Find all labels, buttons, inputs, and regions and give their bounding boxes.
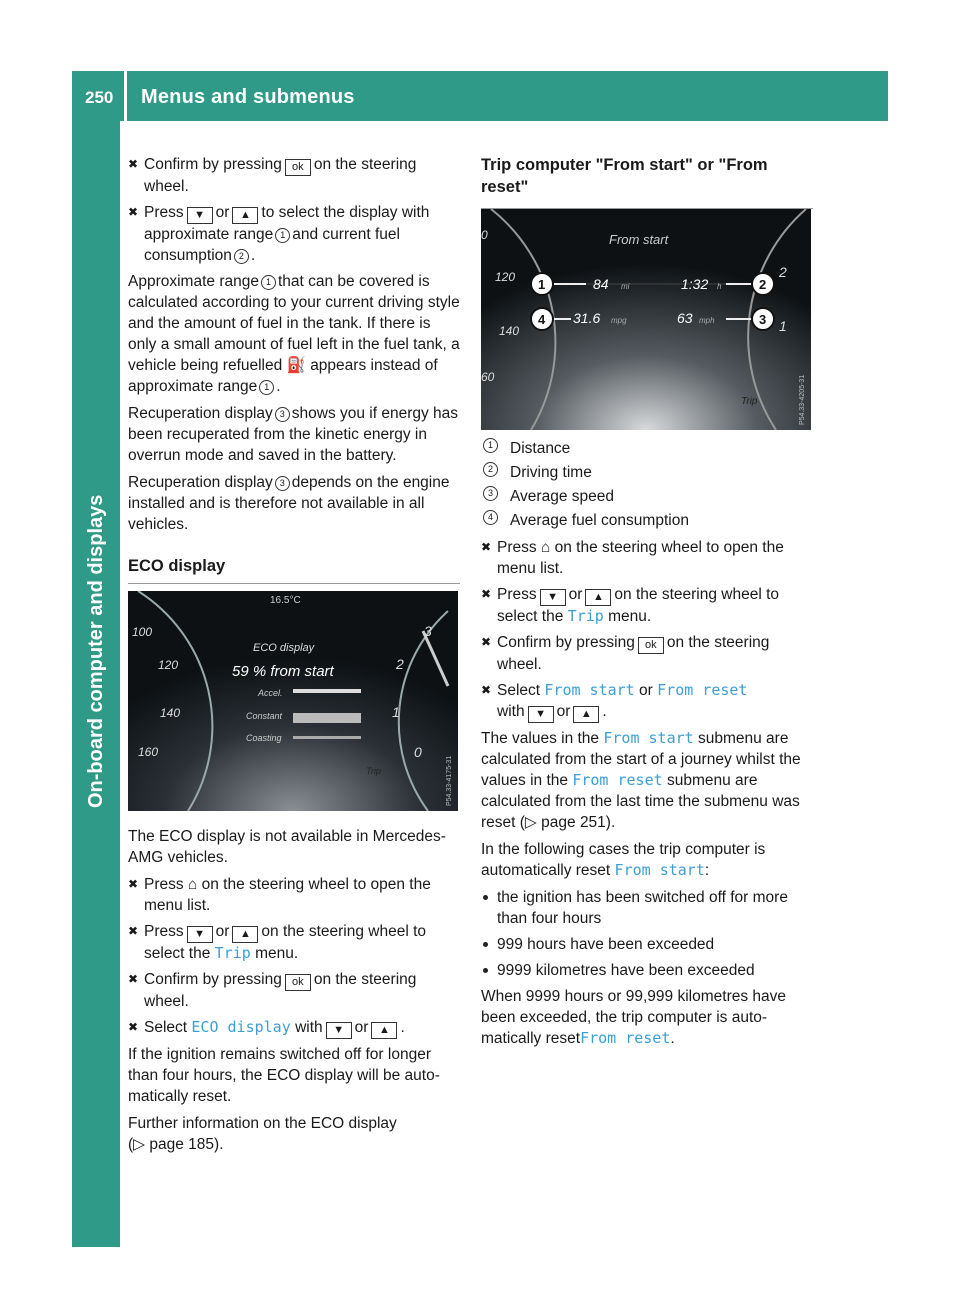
step-arrow-icon: ✖ [128,924,139,938]
distance-unit: mi [621,282,630,291]
fuel-pump-icon: ⛽ [286,357,306,374]
time-unit: h [717,282,722,291]
text: . [276,378,281,395]
speed-tick: 100 [132,625,153,639]
step-arrow-icon: ✖ [128,157,139,171]
up-key: ▲ [232,207,258,224]
menu-code: From reset [580,1029,671,1047]
side-tab-label: On-board computer and displays [85,494,107,808]
step-text: menu. [255,945,299,962]
text: submenu are calculated from the last time the submenu was reset (▷ page 251). [481,772,800,831]
down-key: ▼ [326,1022,352,1039]
bullet-item [481,887,813,929]
caption-list [481,438,813,531]
step-arrow-icon: ✖ [481,683,492,697]
left-column [128,154,460,598]
text: When 9999 hours or 99,999 kilometres have been exceeded, the trip computer is auto-matically reset [481,988,787,1047]
paragraph [128,403,460,466]
trip-title: From start [609,232,669,247]
down-key: ▼ [528,706,554,723]
step-text: on the steering wheel. [144,971,417,1010]
step-text: on the steering wheel. [497,634,770,673]
trip-computer-graphic [481,209,811,430]
caption-item [481,462,813,483]
up-key: ▲ [232,926,258,943]
speed-tick: 140 [499,324,520,338]
step-text: and current fuel consumption [144,226,400,264]
down-key: ▼ [540,589,566,606]
eco-subtitle: 59 % from start [232,663,334,680]
rpm-tick: 1 [779,318,787,334]
speed-tick: 120 [158,658,179,672]
step-text: . [602,703,607,720]
text: depends on the engine installed and is therefore not available in all vehicles. [128,474,450,533]
step-text: or [639,682,653,699]
step-arrow-icon: ✖ [128,1020,139,1034]
rpm-tick: 2 [779,264,787,280]
step-text: Confirm by pressing [497,634,635,651]
text: . [670,1030,675,1047]
menu-code: Trip [567,607,604,625]
step-text: or [556,703,571,720]
text: Recuperation display [128,405,273,422]
step-text: Confirm by pressing [144,971,282,988]
step-text: with [295,1019,323,1036]
step-text: with [497,703,525,720]
speed-tick: 0 [481,228,488,242]
callout-marker: 3 [275,476,290,491]
callout-marker: 4 [538,312,546,327]
step-text: Press [144,876,184,893]
right-column-lower [481,438,813,1055]
callout-marker: 1 [259,380,274,395]
paragraph [128,271,460,397]
caption-text: Average speed [510,488,614,505]
instruction-step [481,584,813,627]
step-text: to select the display with approximate range [144,204,430,243]
text: Further information on the ECO display [128,1115,397,1132]
step-text: Press [497,539,537,556]
caption-item [481,438,813,459]
text: Approximate range [128,273,259,290]
callout-marker: 2 [234,249,249,264]
instruction-step [128,202,460,266]
fuel-unit: mpg [611,316,627,325]
menu-code: From reset [572,771,663,789]
time-value: 1:32 [681,276,709,292]
step-text: on the steering wheel. [144,156,417,195]
caption-item [481,510,813,531]
step-text: . [250,247,256,264]
text: The values in the [481,730,600,747]
menu-code: From start [603,729,694,747]
callout-marker: 3 [483,486,498,501]
paragraph [481,986,813,1049]
callout-marker: 3 [759,312,767,327]
ok-key: ok [285,974,311,991]
paragraph [128,1113,460,1155]
page-reference: (▷ page 185). [128,1136,224,1153]
section-heading: Trip computer "From start" or "From reset" [481,156,768,196]
caption-text: Average fuel consumption [510,512,689,529]
step-text: Press [144,923,184,940]
bullet-icon [483,895,488,900]
fuel-value: 31.6 [573,310,601,326]
down-key: ▼ [187,926,213,943]
step-text: . [400,1019,405,1036]
text: shows you if energy has been recuperated from the kinetic energy in overrun mode and saved in the battery. [128,405,459,464]
text: : [704,862,710,879]
speed-tick: 120 [495,270,516,284]
callout-marker: 3 [275,407,290,422]
instruction-step [128,921,460,964]
caption-item [481,486,813,507]
speed-tick: 160 [138,745,159,759]
bullet-text: the ignition has been switched off for more than four hours [497,889,788,927]
speed-tick: 140 [160,706,181,720]
step-text: Press [497,586,537,603]
speed-tick: 60 [481,370,495,384]
eco-row-label: Constant [246,711,283,721]
menu-code: From start [614,861,705,879]
text: In the following cases the trip computer is automatically reset [481,841,766,879]
text: Recuperation display [128,474,273,491]
eco-title: ECO display [253,642,315,654]
bullet-item [481,960,813,981]
instruction-step [128,874,460,916]
step-text: menu. [608,608,652,625]
paragraph [481,839,813,881]
left-column-lower [128,826,460,1161]
eco-row-label: Accel. [258,688,283,698]
callout-marker: 1 [261,275,276,290]
callout-marker: 1 [538,277,546,292]
callout-marker: 2 [483,462,498,477]
step-arrow-icon: ✖ [481,587,492,601]
home-icon: ⌂ [187,876,198,893]
up-key: ▲ [371,1022,397,1039]
callout-marker: 1 [483,438,498,453]
step-arrow-icon: ✖ [128,205,139,219]
section-heading: ECO display [128,557,226,575]
ok-key: ok [638,637,664,654]
speed-unit: mph [699,316,715,325]
instruction-step [128,1017,460,1039]
step-text: or [215,204,230,221]
header-separator [124,71,127,121]
text: submenu are calculated from the start of a journey whilst the values in the [481,730,801,789]
callout-marker: 1 [275,228,290,243]
step-arrow-icon: ✖ [481,635,492,649]
bullet-text: 999 hours have been exceeded [497,936,715,953]
instruction-step [128,154,460,197]
step-arrow-icon: ✖ [481,540,492,554]
rpm-tick: 2 [396,656,404,672]
trip-computer-image [481,209,811,430]
temperature-readout: 16.5°C [270,595,301,606]
instruction-step [481,632,813,675]
home-icon: ⌂ [540,539,551,556]
caption-text: Driving time [510,464,592,481]
step-text: Select [144,1019,188,1036]
down-key: ▼ [187,207,213,224]
speed-value: 63 [677,310,693,326]
image-code: P54.33-4175-31 [446,755,453,806]
menu-code: From start [544,681,635,699]
paragraph: If the ignition remains switched off for longer than four hours, the ECO display will be auto-matically reset. [128,1046,440,1105]
step-text: on the steering wheel to open the menu list. [497,539,784,577]
step-text: Press [144,204,184,221]
menu-code: From reset [657,681,748,699]
instruction-step [481,537,813,579]
step-text: Confirm by pressing [144,156,282,173]
menu-code: ECO display [191,1018,291,1036]
step-text: on the steering wheel to select the [144,923,427,962]
step-text: on the steering wheel to open the menu list. [144,876,431,914]
step-text: Select [497,682,541,699]
eco-display-graphic [128,591,458,811]
trip-label: Trip [741,396,758,407]
step-arrow-icon: ✖ [128,972,139,986]
instruction-step [481,680,813,723]
distance-value: 84 [593,276,609,292]
text: appears instead of approximate range [128,357,438,395]
ok-key: ok [285,159,311,176]
paragraph [128,472,460,535]
bullet-text: 9999 kilometres have been exceeded [497,962,755,979]
step-text: or [354,1019,369,1036]
eco-row-label: Coasting [246,733,282,743]
text: that can be covered is calculated according to your current driving style and the amount of fuel in the tank. If there is only a small amount of fuel left in the fuel tank, a vehicle being refuelled [128,273,460,374]
paragraph: The ECO display is not available in Mercedes-AMG vehicles. [128,828,446,866]
eco-display-image [128,591,458,811]
up-key: ▲ [585,589,611,606]
step-arrow-icon: ✖ [128,877,139,891]
up-key: ▲ [573,706,599,723]
divider [128,583,460,584]
menu-code: Trip [214,944,251,962]
bullet-icon [483,968,488,973]
page-title: Menus and submenus [141,86,355,108]
callout-marker: 2 [759,277,767,292]
paragraph [481,728,813,833]
rpm-tick: 1 [392,704,400,720]
step-text: or [215,923,230,940]
rpm-tick: 0 [414,744,422,760]
bullet-icon [483,942,488,947]
page-number: 250 [85,88,114,107]
step-text: on the steering wheel to select the [497,586,780,625]
instruction-step [128,969,460,1012]
bullet-item [481,934,813,955]
image-code: P54.33-4205-31 [799,374,806,425]
step-text: or [568,586,583,603]
rpm-tick: 3 [424,623,432,639]
callout-marker: 4 [483,510,498,525]
caption-text: Distance [510,440,571,457]
trip-label: Trip [366,766,381,776]
